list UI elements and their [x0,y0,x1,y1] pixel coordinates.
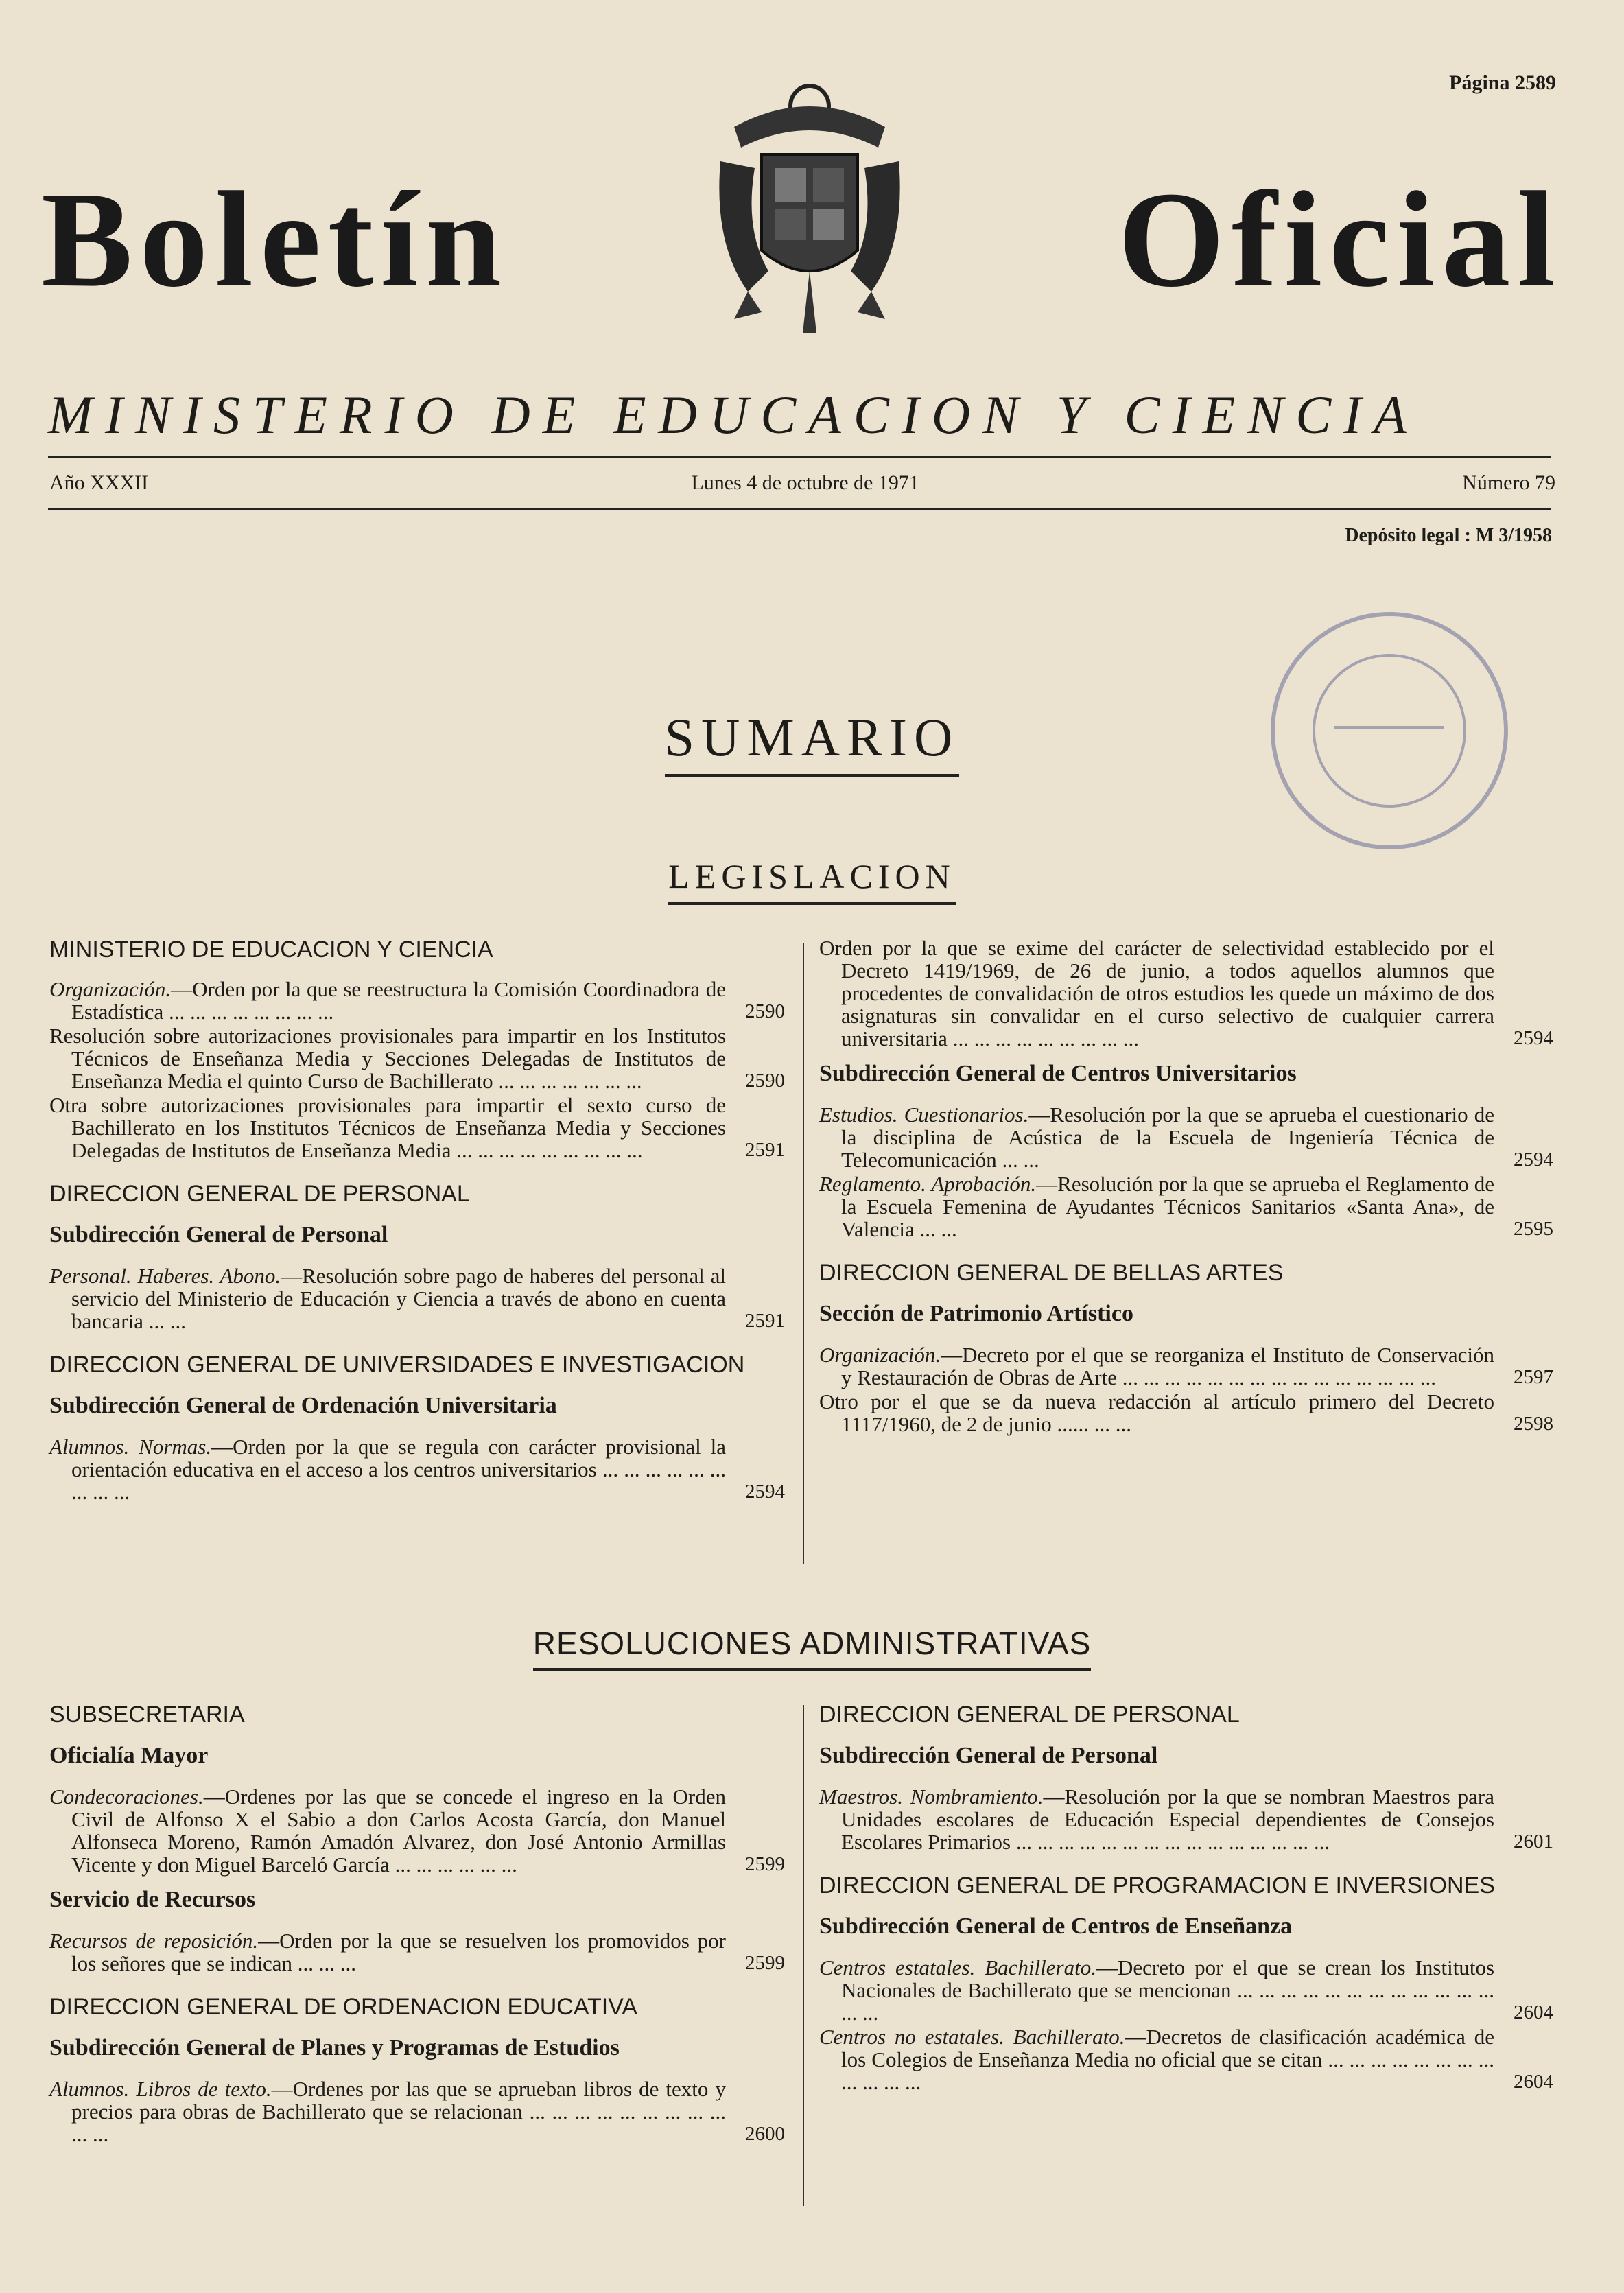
subdirection-heading: Subdirección General de Centros de Enseñanza [819,1914,1293,1939]
entry-keyword: Condecoraciones. [49,1785,204,1809]
sumario-entry [819,1390,1553,1435]
entry-page-number: 2599 [745,1952,785,1974]
entry-text [49,1024,726,1092]
entry-keyword: Estudios. Cuestionarios. [819,1103,1029,1127]
sumario-entry [49,1094,785,1162]
entry-description: —Orden por la que se resuelven los promovidos por los señores que se indican ... ... ... [71,1929,726,1975]
deposito-legal: Depósito legal : M 3/1958 [1345,525,1552,546]
issue-date: Lunes 4 de octubre de 1971 [691,471,919,494]
entry-text [819,1785,1494,1853]
sumario-entry [49,1929,785,1975]
entry-keyword: Personal. Haberes. Abono. [49,1264,281,1288]
entry-description: —Orden por la que se reestructura la Comisión Coordinadora de Estadística ... ... ... ... ... ... ... ... [71,977,726,1024]
resoluciones-title-text: RESOLUCIONES ADMINISTRATIVAS [533,1625,1092,1671]
resoluciones-left-column [49,1702,785,2147]
department-heading: DIRECCION GENERAL DE PERSONAL [819,1702,1240,1728]
entry-keyword: Centros estatales. Bachillerato. [819,1955,1096,1979]
sumario-entry [819,1173,1553,1240]
column-separator [803,1705,804,2206]
entry-description: Otro por el que se da nueva redacción al artículo primero del Decreto 1117/1960, de 2 de junio ...... ... ... [819,1389,1494,1436]
subdirection-heading: Subdirección General de Centros Universitarios [819,1061,1297,1086]
eagle-crest-icon [707,65,913,340]
sumario-entry [819,2025,1553,2093]
entry-page-number: 2597 [1514,1366,1553,1388]
page-number: Página 2589 [1449,71,1556,94]
sumario-entry [819,1956,1553,2024]
subdirection-heading: Sección de Patrimonio Artístico [819,1301,1133,1326]
sumario-title [0,707,1624,768]
legislacion-right-column [819,937,1553,1437]
entry-text [819,1173,1494,1240]
entry-text [49,978,726,1023]
entry-text [819,1103,1494,1171]
entry-description: —Resolución por la que se nombran Maestros para Unidades escolares de Educación Especial dependientes de Consejos Escolares Primarios ... ... ... ... ... ... ... ... ... ... ... ... ... ... ... [841,1785,1494,1854]
sumario-title-text: SUMARIO [665,707,960,777]
masthead-left: Boletín [41,164,509,316]
entry-page-number: 2590 [745,1070,785,1092]
entry-keyword: Organización. [819,1343,941,1367]
entry-keyword: Reglamento. Aprobación. [819,1172,1037,1196]
entry-page-number: 2604 [1514,2001,1553,2023]
entry-keyword: Recursos de reposición. [49,1929,259,1953]
sumario-entry [49,1785,785,1876]
entry-description: —Resolución por la que se aprueba el cuestionario de la disciplina de Acústica de la Escuela de Ingeniería Técnica de Telecomunicación ... ... [841,1103,1494,1172]
entry-page-number: 2604 [1514,2071,1553,2093]
subdirection-heading: Subdirección General de Personal [819,1743,1158,1768]
department-heading: DIRECCION GENERAL DE UNIVERSIDADES E INVESTIGACION [49,1352,745,1378]
header-rule-top [48,456,1551,458]
legislacion-title-text: LEGISLACION [668,857,956,905]
entry-page-number: 2599 [745,1853,785,1875]
subdirection-heading: Oficialía Mayor [49,1743,209,1768]
sumario-entry [819,1103,1553,1171]
subdirection-heading: Subdirección General de Planes y Programas de Estudios [49,2035,620,2060]
header-rule-bottom [48,508,1551,510]
entry-keyword: Organización. [49,977,172,1001]
entry-description: —Orden por la que se regula con carácter provisional la orientación educativa en el acceso a los centros universitarios ... ... ... ... ... ... ... ... ... [71,1435,726,1504]
entry-description: —Ordenes por las que se aprueban libros de texto y precios para obras de Bachillerato que se relacionan ... ... ... ... ... ... ... ... ... ... ... [71,2077,726,2146]
sumario-entry [49,1024,785,1092]
sumario-entry [819,1785,1553,1853]
entry-page-number: 2590 [745,1000,785,1022]
entry-text [49,1785,726,1876]
entry-text [49,1435,726,1503]
entry-keyword: Maestros. Nombramiento. [819,1785,1044,1809]
department-heading: SUBSECRETARIA [49,1702,245,1728]
entry-text [49,1929,726,1975]
entry-description: —Decreto por el que se reorganiza el Instituto de Conservación y Restauración de Obras de Arte ... ... ... ... ... ... ... ... ... ... ... ... ... ... ... [841,1343,1494,1389]
subdirection-heading: Servicio de Recursos [49,1887,256,1912]
entry-page-number: 2601 [1514,1831,1553,1853]
entry-description: Otra sobre autorizaciones provisionales para impartir el sexto curso de Bachillerato en los Institutos Técnicos de Enseñanza Media y Secciones Delegadas de Institutos de Enseñanza Media ... ... ... ... ... ... ... ... ... [49,1093,726,1162]
entry-text [49,2078,726,2145]
entry-description: —Decreto por el que se crean los Institutos Nacionales de Bachillerato que se mencionan ... ... ... ... ... ... ... ... ... ... ... ... ... ... [841,1955,1495,2025]
entry-keyword: Alumnos. Normas. [49,1435,212,1459]
ministry-title: MINISTERIO DE EDUCACION Y CIENCIA [48,385,1419,445]
entry-text [49,1094,726,1162]
entry-text [819,1390,1494,1435]
department-heading: DIRECCION GENERAL DE PROGRAMACION E INVERSIONES [819,1872,1495,1898]
entry-description: —Resolución sobre pago de haberes del personal al servicio del Ministerio de Educación y Ciencia a través de abono en cuenta bancaria ... ... [71,1264,726,1333]
entry-text [819,2025,1494,2093]
entry-page-number: 2594 [745,1481,785,1503]
legislacion-left-column [49,937,785,1505]
sumario-entry [819,937,1553,1050]
sumario-entry [49,2078,785,2145]
department-heading: MINISTERIO DE EDUCACION Y CIENCIA [49,937,493,963]
subdirection-heading: Subdirección General de Personal [49,1222,388,1247]
sumario-entry [49,1435,785,1503]
entry-page-number: 2594 [1514,1027,1553,1049]
sumario-entry [49,1265,785,1332]
sumario-entry [819,1343,1553,1389]
entry-description: Resolución sobre autorizaciones provisionales para impartir en los Institutos Técnicos de Enseñanza Media y Secciones Delegadas de Institutos de Enseñanza Media el quinto Curso de Bachillerato ... ... ... ... ... ... ... [49,1024,726,1093]
resoluciones-title [0,1625,1624,1662]
resoluciones-right-column [819,1702,1553,2095]
department-heading: DIRECCION GENERAL DE ORDENACION EDUCATIVA [49,1994,638,2020]
masthead-right: Oficial [1118,164,1562,316]
department-heading: DIRECCION GENERAL DE BELLAS ARTES [819,1260,1284,1286]
entry-description: —Ordenes por las que se concede el ingreso en la Orden Civil de Alfonso X el Sabio a don Carlos Acosta García, don Manuel Alfonseca Moreno, Ramón Amadón Alvarez, don José Antonio Armillas Vicente y don Miguel Barceló García ... ... ... ... ... ... [71,1785,726,1877]
entry-description: —Decretos de clasificación académica de los Colegios de Enseñanza Media no oficial que se citan ... ... ... ... ... ... ... ... ... ... ... ... [841,2025,1494,2094]
legislacion-title [0,856,1624,896]
sumario-entry [49,978,785,1023]
subdirection-heading: Subdirección General de Ordenación Universitaria [49,1393,557,1418]
entry-description: —Resolución por la que se aprueba el Reglamento de la Escuela Femenina de Ayudantes Técnicos Sanitarios «Santa Ana», de Valencia ... ... [841,1172,1494,1241]
entry-page-number: 2594 [1514,1149,1553,1171]
entry-description: Orden por la que se exime del carácter de selectividad establecido por el Decreto 1419/1969, de 26 de junio, a todos aquellos alumnos que procedentes de convalidación de otros estudios les quede un máximo de dos asignaturas sin convalidar en el curso selectivo de cualquier carrera universitaria ... ... ... ... ... ... ... ... ... [819,936,1494,1050]
issue-year: Año XXXII [49,471,149,494]
entry-page-number: 2600 [745,2123,785,2145]
entry-text [819,937,1494,1050]
entry-page-number: 2598 [1514,1413,1553,1435]
entry-keyword: Centros no estatales. Bachillerato. [819,2025,1125,2049]
entry-text [49,1265,726,1332]
issue-number: Número 79 [1462,471,1555,494]
entry-keyword: Alumnos. Libros de texto. [49,2077,272,2101]
department-heading: DIRECCION GENERAL DE PERSONAL [49,1181,470,1207]
issue-info-row [49,471,1555,495]
entry-page-number: 2595 [1514,1218,1553,1240]
entry-page-number: 2591 [745,1310,785,1332]
entry-text [819,1956,1494,2024]
column-separator [803,943,804,1564]
entry-page-number: 2591 [745,1139,785,1161]
entry-text [819,1343,1494,1389]
